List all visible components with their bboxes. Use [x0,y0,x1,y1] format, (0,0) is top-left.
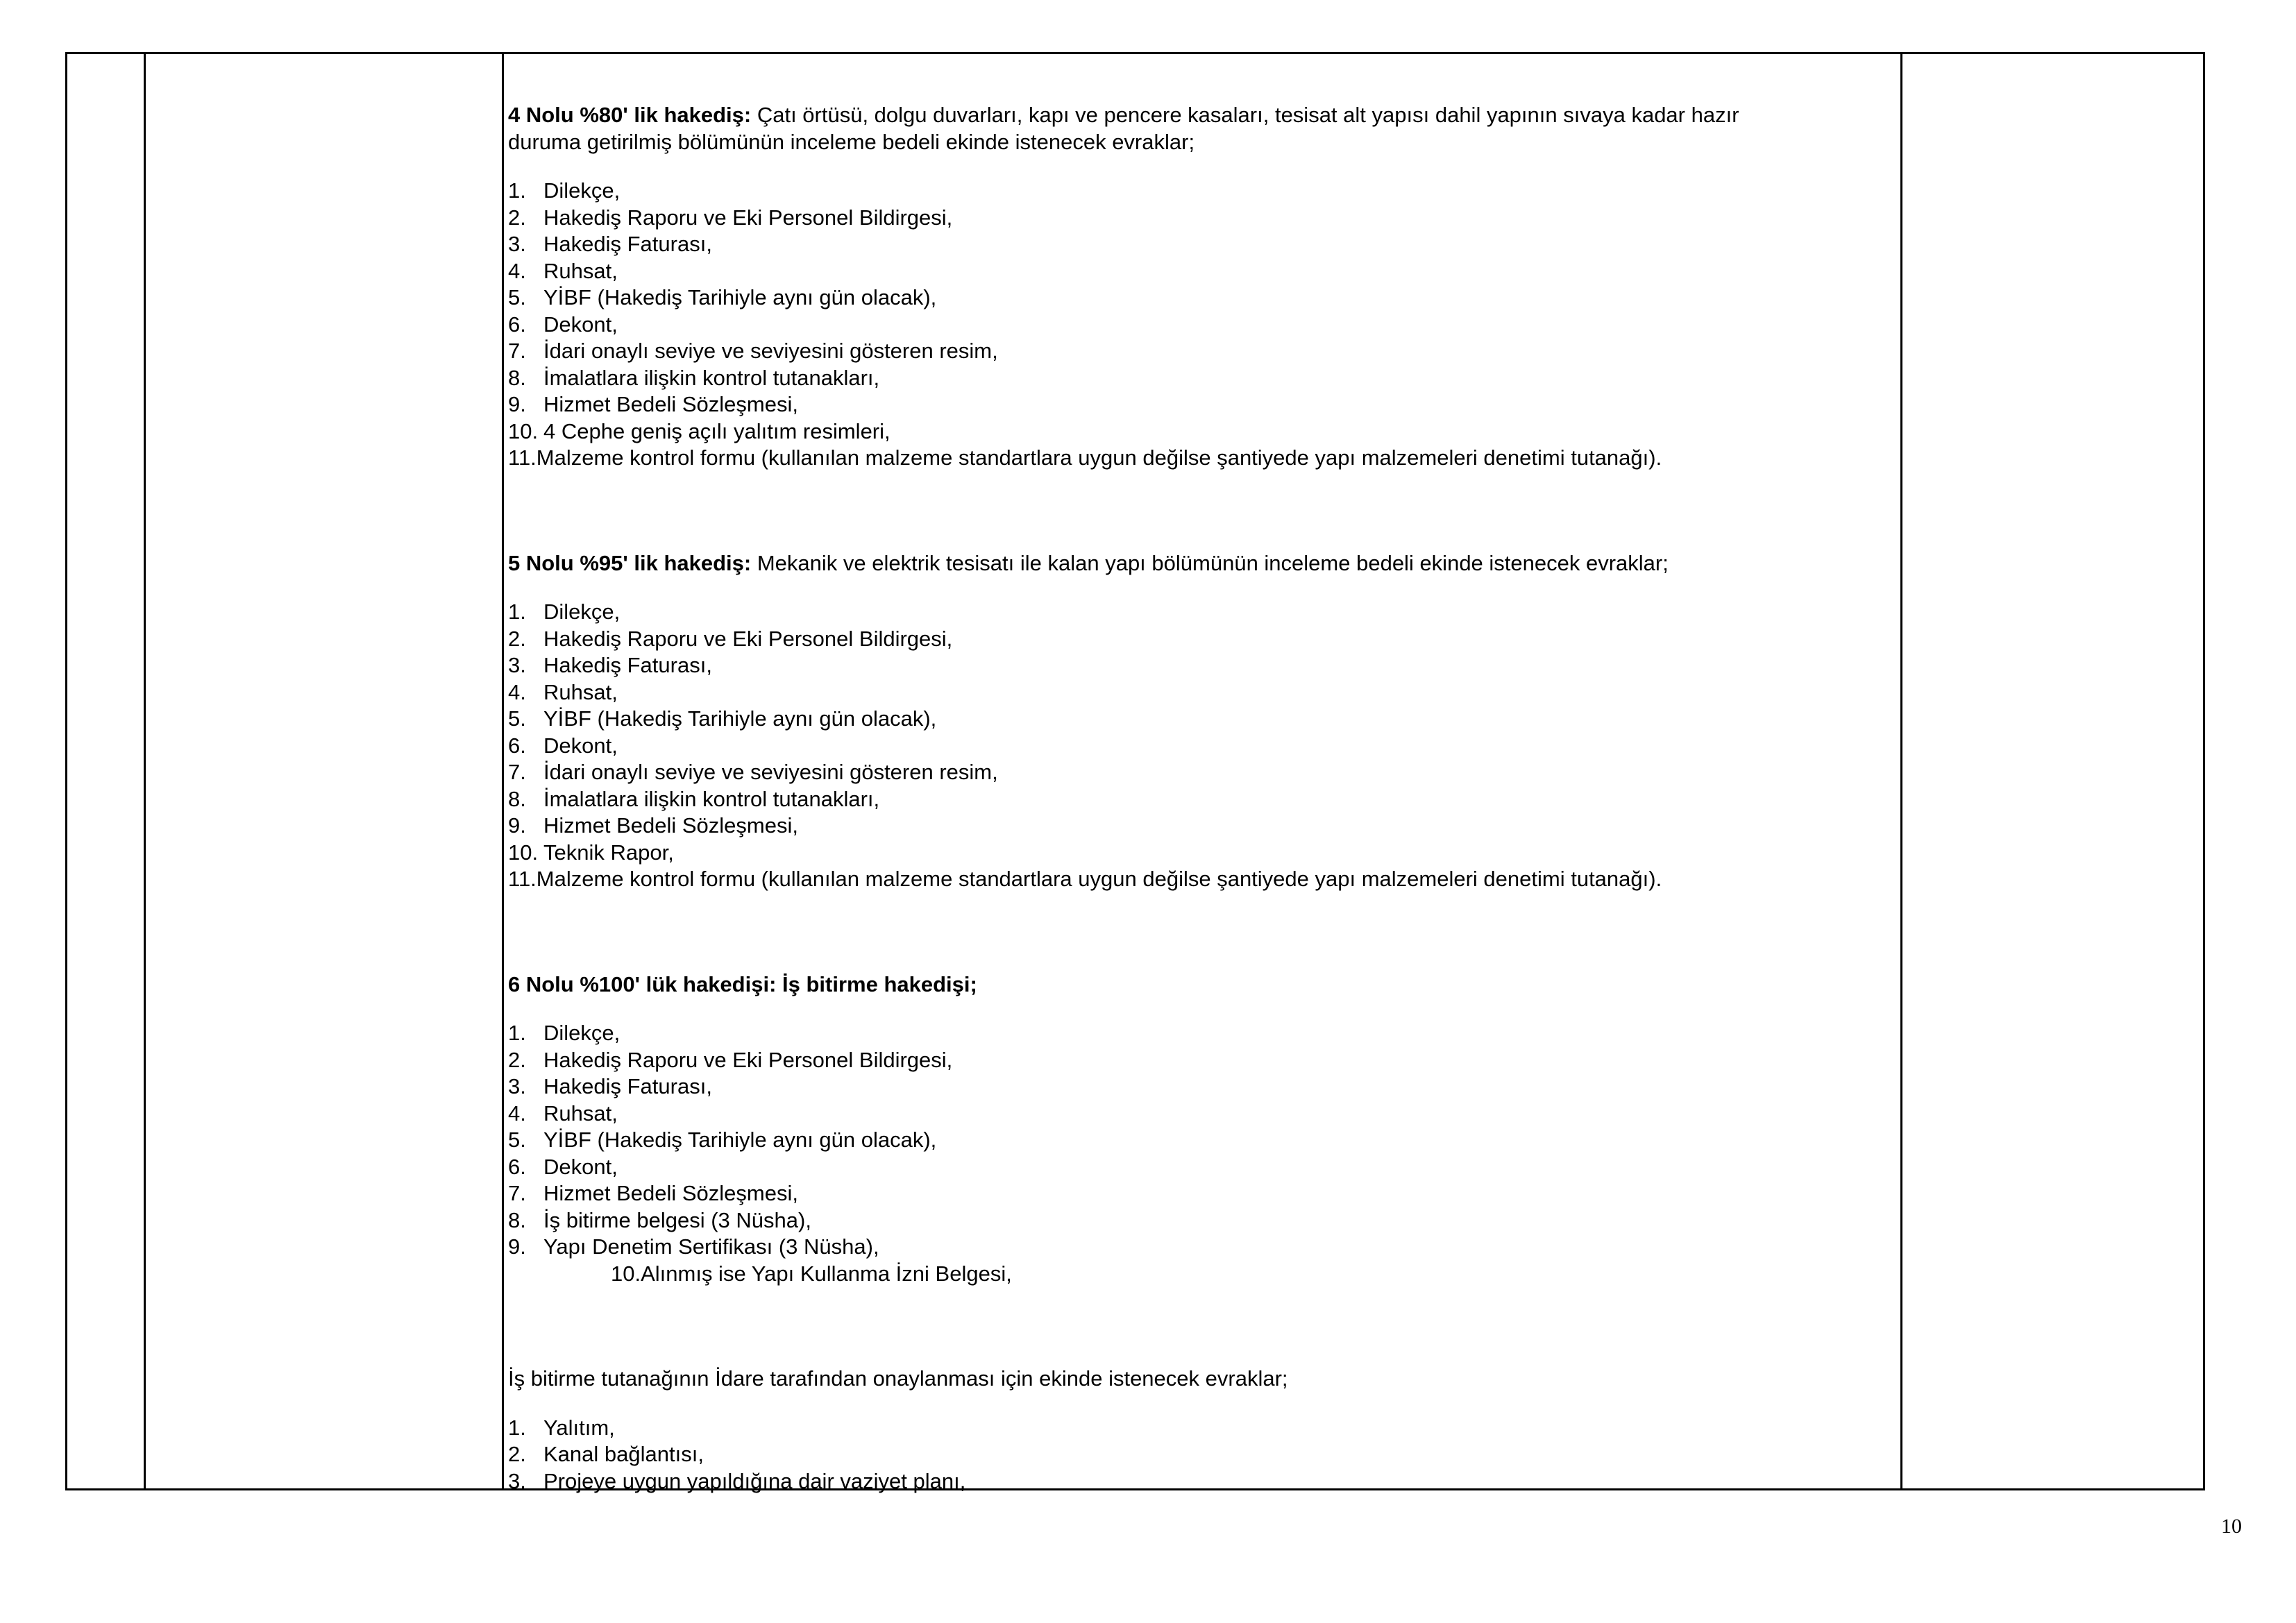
section5-intro-text: Mekanik ve elektrik tesisatı ile kalan yapı bölümünün inceleme bedeli ekinde istenecek evraklar; [751,550,1669,575]
column-divider-2 [502,54,504,1488]
list-item: 4. Ruhsat, [508,679,618,704]
list-item: 7. Hizmet Bedeli Sözleşmesi, [508,1181,798,1205]
list-item: 4. Ruhsat, [508,258,618,283]
list-item: 7. İdari onaylı seviye ve seviyesini gösteren resim, [508,339,998,363]
list-item: 9. Hizmet Bedeli Sözleşmesi, [508,813,798,838]
list-item: 5. YİBF (Hakediş Tarihiyle aynı gün olacak), [508,706,937,731]
list-item: 7. İdari onaylı seviye ve seviyesini gösteren resim, [508,760,998,784]
list-item: 2. Kanal bağlantısı, [508,1442,704,1466]
section5-intro [508,550,1889,577]
column-divider-1 [144,54,146,1488]
list-item: 3. Hakediş Faturası, [508,1074,712,1098]
list-item: 3. Hakediş Faturası, [508,653,712,677]
section4-intro [508,102,1889,155]
section4-intro-line1: Çatı örtüsü, dolgu duvarları, kapı ve pencere kasaları, tesisat alt yapısı dahil yapının sıvaya kadar hazır [751,103,1739,127]
list-item: 6. Dekont, [508,733,618,758]
document-content [508,102,1889,1495]
section5-heading: 5 Nolu %95' lik hakediş: [508,550,752,575]
list-item: 1. Yalıtım, [508,1415,615,1440]
list-item: 2. Hakediş Raporu ve Eki Personel Bildirgesi, [508,626,953,651]
list-item: 1. Dilekçe, [508,1021,621,1045]
completion-list [508,1415,1889,1495]
section4-list [508,178,1889,472]
list-item: 9. Yapı Denetim Sertifikası (3 Nüsha), [508,1234,879,1259]
section4-intro-line2: duruma getirilmiş bölümünün inceleme bedeli ekinde istenecek evraklar; [508,129,1195,154]
list-item: 8. İmalatlara ilişkin kontrol tutanakları, [508,786,880,811]
list-item-indented: 10.Alınmış ise Yapı Kullanma İzni Belgesi, [611,1261,1012,1286]
list-item: 8. İmalatlara ilişkin kontrol tutanakları, [508,365,880,390]
list-item: 3. Projeye uygun yapıldığına dair vaziyet planı, [508,1468,966,1493]
list-item: 3. Hakediş Faturası, [508,232,712,256]
list-item: 10. 4 Cephe geniş açılı yalıtım resimleri, [508,418,890,443]
list-item: 5. YİBF (Hakediş Tarihiyle aynı gün olacak), [508,1128,937,1152]
list-item: 4. Ruhsat, [508,1101,618,1125]
section5-list [508,599,1889,893]
list-item: 6. Dekont, [508,1154,618,1179]
list-item: 10. Teknik Rapor, [508,840,674,865]
list-item: 2. Hakediş Raporu ve Eki Personel Bildirgesi, [508,205,953,230]
list-item: 11. Malzeme kontrol formu (kullanılan malzeme standartlara uygun değilse şantiyede yapı malzemeleri denetimi tutanağı). [508,445,1662,470]
list-item: 1. Dilekçe, [508,178,621,203]
list-item: 8. İş bitirme belgesi (3 Nüsha), [508,1207,811,1232]
list-item: 5. YİBF (Hakediş Tarihiyle aynı gün olacak), [508,285,937,309]
section6-list [508,1020,1889,1287]
page-number: 10 [2221,1515,2242,1538]
list-item: 6. Dekont, [508,312,618,337]
completion-intro: İş bitirme tutanağının İdare tarafından onaylanması için ekinde istenecek evraklar; [508,1366,1288,1391]
column-divider-3 [1900,54,1902,1488]
section6-heading: 6 Nolu %100' lük hakedişi: İş bitirme hakedişi; [508,971,977,996]
list-item: 11. Malzeme kontrol formu (kullanılan malzeme standartlara uygun değilse şantiyede yapı malzemeleri denetimi tutanağı). [508,867,1662,891]
list-item: 1. Dilekçe, [508,600,621,624]
list-item: 2. Hakediş Raporu ve Eki Personel Bildirgesi, [508,1047,953,1072]
section4-heading: 4 Nolu %80' lik hakediş: [508,103,752,127]
list-item: 9. Hizmet Bedeli Sözleşmesi, [508,392,798,416]
